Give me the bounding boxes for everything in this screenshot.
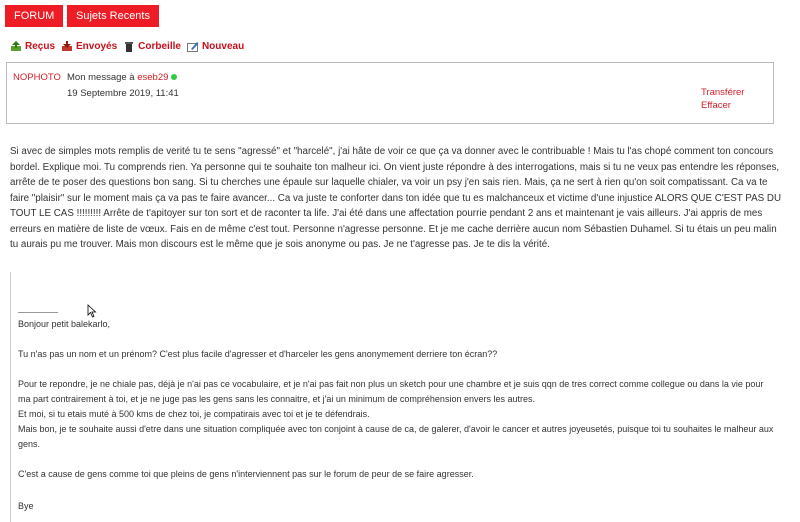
new-message-link[interactable]	[187, 41, 244, 52]
quote-paragraph-3: Et moi, si tu etais muté à 500 kms de chez toi, je compatirais avec toi et je te défendrais.	[18, 409, 370, 419]
quote-paragraph-4: Mais bon, je te souhaite aussi d'etre dans une situation compliquée avec ton conjoint à cause de ca, de galerer, d'avoir le cancer et autres joyeusetés, puisque toi tu souhaites le malheur aux gens.	[18, 424, 774, 449]
message-body: Si avec de simples mots remplis de verité tu te sens "agressé" et "harcelé", j'ai hâte de voir ce que ça va donner avec le contribuable ! Mais tu l'as chopé comment ton concours bordel. Explique moi. Tu comprends rien. Ya personne qui te souhaite ton malheur ici. On vient juste répondre à des interrogations, mais si tu ne veux pas entendre les réponses, arrête de te poser des questions bon sang. Si tu cherches une épaule sur laquelle chialer, va voir un psy j'en sais rien. Mais, ça ne sert à rien qu'on soit compatissant. Ca va te faire "plaisir" sur le moment mais ça va pas te faire avancer... Ca va juste te conforter dans ton idée que tu es malchanceux et victime d'une injustice ALORS QUE C'EST PAS DU TOUT LE CAS !!!!!!!!! Arrête de t'apitoyer sur ton sort et de raconter ta life. J'ai été dans une affectation pourrie pendant 2 ans et maintenant je vais ailleurs. J'ai appris de mes erreurs en matière de liste de vœux. Fais en de même c'est tout. Personne n'agresse personne. Et je me cache derrière aucun nom Sébastien Duhamel. Si tu étais un peu malin tu aurais pu me trouver. Mais mon discours est le même que je sois anonyme ou pas. Je ne t'agresse pas. Je te dis la vérité.	[10, 146, 782, 250]
sent-link[interactable]	[61, 41, 117, 52]
sent-label: Envoyés	[76, 41, 118, 52]
message-header	[6, 62, 774, 124]
inbox-link[interactable]	[10, 41, 55, 52]
quoted-message	[10, 272, 787, 522]
trash-icon	[123, 41, 135, 52]
quote-paragraph-5: C'est a cause de gens comme toi que pleins de gens n'interviennent pas sur le forum de peur de se faire agresser.	[18, 469, 474, 479]
trash-label: Corbeille	[138, 41, 181, 52]
inbox-label: Reçus	[25, 41, 56, 52]
recipient-link[interactable]: eseb29	[137, 72, 169, 83]
forward-link[interactable]: Transférer	[701, 87, 745, 98]
message-actions	[701, 86, 744, 112]
delete-link[interactable]: Effacer	[701, 100, 731, 111]
mailbox-nav	[10, 41, 244, 52]
author-avatar-text: NOPHOTO	[13, 72, 61, 83]
forum-button[interactable]: FORUM	[5, 5, 63, 27]
recent-topics-button[interactable]: Sujets Recents	[67, 5, 159, 27]
mouse-cursor-icon	[87, 304, 97, 323]
online-status-icon	[171, 74, 177, 80]
message-date: 19 Septembre 2019, 11:41	[67, 88, 179, 99]
compose-icon	[187, 41, 199, 52]
trash-link[interactable]	[123, 41, 181, 52]
inbox-icon	[10, 41, 22, 52]
quote-paragraph-1: Tu n'as pas un nom et un prénom? C'est plus facile d'agresser et d'harceler les gens anonymement derriere ton écran??	[18, 349, 498, 359]
quote-paragraph-2: Pour te repondre, je ne chiale pas, déjà je n'ai pas ce vocabulaire, et je n'ai pas fait non plus un sketch pour une chambre et je suis qqn de tres correct comme collegue ou dans la vie pour ma part contrairement à toi, et je ne juge pas les gens sans les connaitre, et j'ai un minimum de compréhension envers les autres.	[18, 379, 764, 404]
message-title	[67, 72, 177, 83]
quote-separator	[18, 312, 58, 313]
sent-icon	[61, 41, 73, 52]
title-prefix: Mon message à	[67, 72, 135, 83]
quote-signoff: Bye	[18, 501, 34, 511]
new-message-label: Nouveau	[201, 41, 245, 52]
quote-greeting: Bonjour petit balekarlo,	[18, 319, 111, 329]
